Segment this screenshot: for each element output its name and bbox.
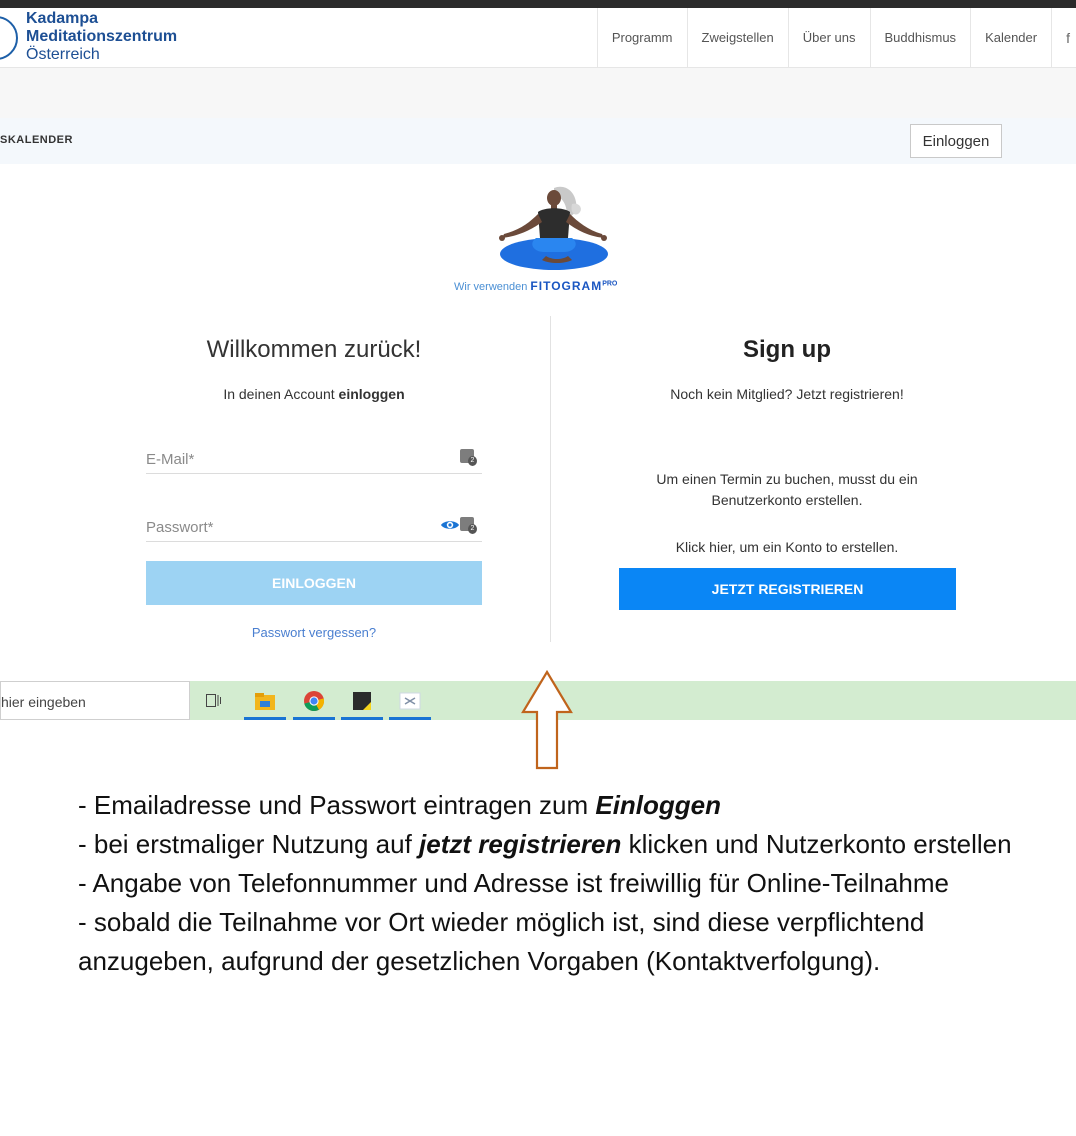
- calendar-subbar: [0, 118, 1076, 164]
- snipping-tool-glyph: [387, 685, 433, 717]
- logo-icon[interactable]: [0, 16, 18, 60]
- login-submit-button[interactable]: EINLOGGEN: [146, 561, 482, 605]
- login-subtitle: [146, 386, 482, 402]
- instruction-2-prefix: - bei erstmaliger Nutzung auf: [78, 829, 420, 859]
- column-divider: [550, 316, 551, 642]
- main-nav: [597, 8, 1076, 67]
- nav-item-zweigstellen[interactable]: Zweigstellen: [687, 8, 788, 67]
- site-header: [0, 8, 1076, 68]
- nav-item-buddhismus[interactable]: Buddhismus: [870, 8, 971, 67]
- logo-line-1: Kadampa: [26, 10, 99, 27]
- password-manager-badge: 2: [468, 456, 477, 466]
- password-input[interactable]: [146, 516, 436, 538]
- top-login-button[interactable]: Einloggen: [910, 124, 1002, 158]
- instruction-line-2: [78, 825, 1058, 864]
- instruction-line-3: - Angabe von Telefonnummer und Adresse ist freiwillig für Online-Teilnahme: [78, 868, 949, 898]
- top-strip: [0, 0, 1076, 8]
- instruction-2-suffix: klicken und Nutzerkonto erstellen: [621, 829, 1012, 859]
- taskbar-search[interactable]: [0, 681, 190, 720]
- task-view-icon[interactable]: [206, 694, 222, 707]
- powered-by: [454, 279, 617, 293]
- login-title: Willkommen zurück!: [206, 336, 422, 363]
- file-explorer-active-bar: [244, 717, 286, 720]
- instruction-1-bold: Einloggen: [595, 790, 722, 820]
- fitogram-pro: PRO: [602, 280, 618, 288]
- subbar-title: SKALENDER: [0, 134, 73, 146]
- snipping-tool-icon[interactable]: [387, 685, 433, 720]
- header-spacer: [0, 68, 1076, 118]
- password-field: [146, 510, 482, 542]
- file-explorer-glyph: [242, 685, 288, 717]
- email-input[interactable]: [146, 448, 436, 470]
- signup-info-line-2: Benutzerkonto erstellen.: [711, 492, 863, 508]
- site-logo[interactable]: [26, 10, 177, 64]
- forgot-password-link[interactable]: Passwort vergessen?: [251, 625, 377, 640]
- logo-line-2: Meditationszentrum: [26, 28, 178, 45]
- instruction-1-prefix: - Emailadresse und Passwort eintragen zum: [78, 790, 596, 820]
- signup-info: [619, 469, 955, 511]
- signup-subtitle: Noch kein Mitglied? Jetzt registrieren!: [670, 386, 904, 402]
- nav-item-kalender[interactable]: Kalender: [970, 8, 1051, 67]
- facebook-icon[interactable]: f: [1051, 8, 1076, 67]
- taskbar-search-text: hier eingeben: [1, 694, 86, 710]
- sticky-notes-active-bar: [341, 717, 383, 720]
- nav-item-ueber-uns[interactable]: Über uns: [788, 8, 870, 67]
- chrome-active-bar: [293, 717, 335, 720]
- login-subtitle-prefix: In deinen Account: [223, 386, 339, 402]
- register-button[interactable]: JETZT REGISTRIEREN: [619, 568, 956, 610]
- password-manager-badge: 2: [468, 524, 477, 534]
- show-password-icon[interactable]: [440, 518, 460, 532]
- email-field: [146, 442, 482, 474]
- instructions-text: [78, 786, 1058, 981]
- sticky-notes-icon[interactable]: [339, 685, 385, 720]
- fitogram-logo[interactable]: FITOGRAM: [530, 279, 603, 293]
- sticky-notes-glyph: [339, 685, 385, 717]
- snipping-tool-active-bar: [389, 717, 431, 720]
- up-arrow-annotation: [520, 670, 574, 772]
- file-explorer-icon[interactable]: [242, 685, 288, 720]
- meditation-illustration: [488, 182, 612, 272]
- nav-item-programm[interactable]: Programm: [597, 8, 687, 67]
- chrome-icon[interactable]: [291, 685, 337, 720]
- instruction-2-bold: jetzt registrieren: [419, 829, 622, 859]
- signup-title: Sign up: [743, 336, 831, 363]
- powered-prefix: Wir verwenden: [454, 281, 531, 293]
- chrome-glyph: [291, 685, 337, 717]
- signup-click-text: Klick hier, um ein Konto to erstellen.: [675, 539, 899, 555]
- signup-info-line-1: Um einen Termin zu buchen, musst du ein: [656, 471, 918, 487]
- instruction-line-4: - sobald die Teilnahme vor Ort wieder möglich ist, sind diese verpflichtend anzugeben, aufgrund der gesetzlichen Vorgaben (Kontaktverfolgung).: [78, 907, 925, 976]
- login-subtitle-bold: einloggen: [338, 386, 405, 402]
- instruction-line-1: [78, 786, 1058, 825]
- logo-line-3: Österreich: [26, 46, 100, 63]
